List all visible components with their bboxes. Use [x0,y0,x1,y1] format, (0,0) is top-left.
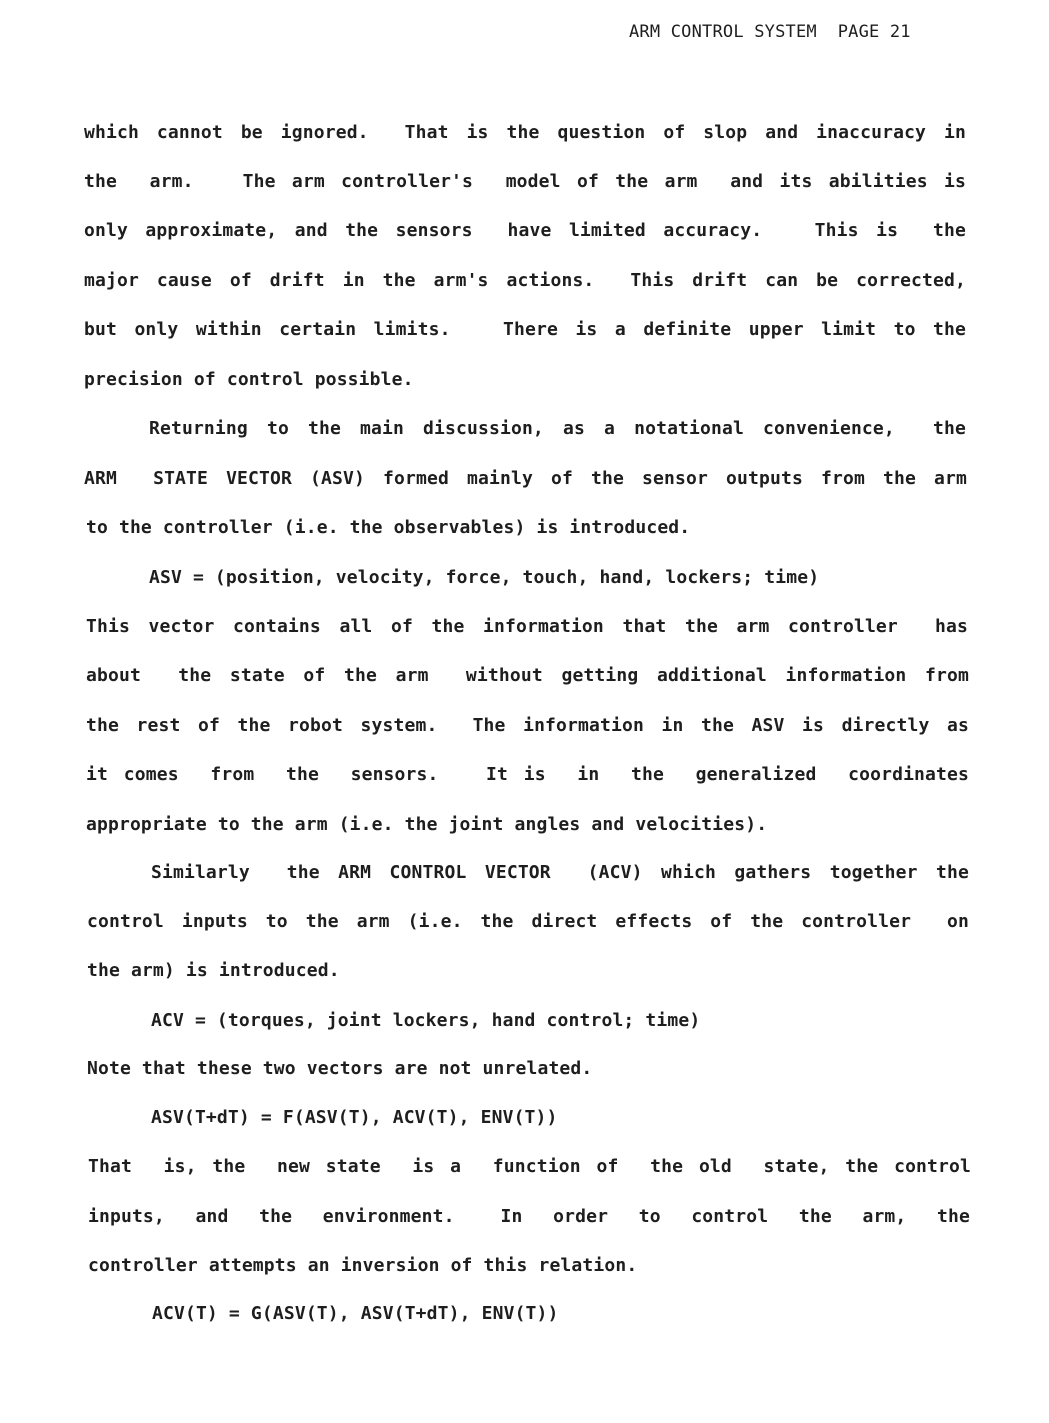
text-line: it comes from the sensors. It is in the generalized coordinates [86,764,969,785]
text-line: about the state of the arm without getting additional information from [86,665,969,686]
text-line: major cause of drift in the arm's actions. This drift can be corrected, [84,270,966,291]
text-line: controller attempts an inversion of this relation. [88,1255,638,1276]
equation-state-transition: ASV(T+dT) = F(ASV(T), ACV(T), ENV(T)) [151,1107,558,1128]
text-line: the arm) is introduced. [87,960,340,981]
text-line: Similarly the ARM CONTROL VECTOR (ACV) which gathers together the [151,862,969,883]
text-line: appropriate to the arm (i.e. the joint angles and velocities). [86,814,768,835]
text-line: This vector contains all of the information that the arm controller has [86,616,968,637]
text-line: precision of control possible. [84,369,414,390]
text-line: only approximate, and the sensors have limited accuracy. This is the [84,220,966,241]
equation-acv: ACV = (torques, joint lockers, hand control; time) [151,1010,701,1031]
text-line: control inputs to the arm (i.e. the direct effects of the controller on [87,911,969,932]
text-line: which cannot be ignored. That is the question of slop and inaccuracy in [84,122,966,143]
text-line: to the controller (i.e. the observables) is introduced. [86,517,691,538]
equation-asv: ASV = (position, velocity, force, touch, hand, lockers; time) [149,567,820,588]
text-line: the rest of the robot system. The information in the ASV is directly as [86,715,969,736]
equation-inversion: ACV(T) = G(ASV(T), ASV(T+dT), ENV(T)) [152,1303,559,1324]
text-line: but only within certain limits. There is a definite upper limit to the [84,319,966,340]
text-line: ARM STATE VECTOR (ASV) formed mainly of the sensor outputs from the arm [84,468,967,489]
text-line: the arm. The arm controller's model of the arm and its abilities is [84,171,966,192]
text-line: inputs, and the environment. In order to control the arm, the [88,1206,970,1227]
page-header: ARM CONTROL SYSTEM PAGE 21 [629,22,911,42]
text-line: Returning to the main discussion, as a notational convenience, the [149,418,966,439]
text-line: That is, the new state is a function of the old state, the control [88,1156,971,1177]
text-line: Note that these two vectors are not unrelated. [87,1058,593,1079]
